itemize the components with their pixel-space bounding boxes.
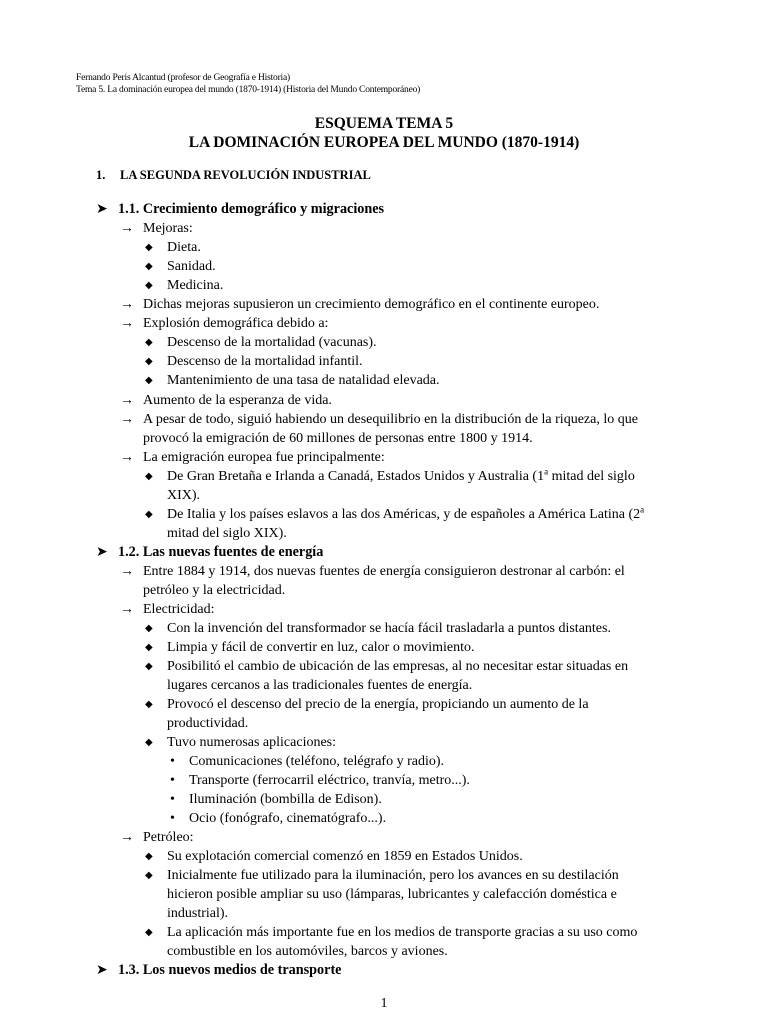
list-item-continuation: industrial). (167, 906, 229, 921)
list-item-continuation: mitad del siglo XIX). (167, 526, 287, 541)
list-item-continuation: XIX). (167, 488, 201, 503)
list-item: La emigración europea fue principalmente: (143, 450, 385, 465)
list-item: A pesar de todo, siguió habiendo un desequilibrio en la distribución de la riqueza, lo que (143, 412, 638, 427)
diamond-bullet-icon: ◆ (145, 927, 153, 938)
diamond-bullet-icon: ◆ (145, 337, 153, 348)
list-item: Descenso de la mortalidad infantil. (167, 354, 363, 369)
list-item: Aumento de la esperanza de vida. (143, 393, 332, 408)
subsection-heading-1-1: 1.1. Crecimiento demográfico y migraciones (118, 201, 385, 217)
page-title: ESQUEMA TEMA 5 (314, 115, 454, 132)
header-topic: Tema 5. La dominación europea del mundo (1870-1914) (Historia del Mundo Contemporáneo) (76, 85, 421, 95)
round-bullet-icon: • (170, 754, 175, 769)
right-arrow-icon: → (120, 412, 134, 427)
diamond-bullet-icon: ◆ (145, 261, 153, 272)
list-item: Posibilitó el cambio de ubicación de las empresas, al no necesitar estar situadas en (167, 659, 629, 674)
list-item (167, 505, 644, 524)
diamond-bullet-icon: ◆ (145, 356, 153, 367)
arrowhead-bullet-icon: ➤ (96, 963, 108, 978)
list-item-continuation: hicieron posible ampliar su uso (lámparas, lubricantes y calefacción doméstica e (167, 887, 617, 902)
list-item: Mantenimiento de una tasa de natalidad elevada. (167, 373, 440, 388)
list-item: Comunicaciones (teléfono, telégrafo y radio). (189, 754, 445, 769)
list-item: Mejoras: (143, 221, 193, 236)
subsection-heading-1-2: 1.2. Las nuevas fuentes de energía (118, 544, 324, 560)
list-item (167, 467, 635, 486)
page-number: 1 (380, 996, 388, 1011)
document-header (76, 72, 420, 96)
diamond-bullet-icon: ◆ (145, 623, 153, 634)
ordinal-superscript: a (640, 504, 645, 515)
section-label: LA SEGUNDA REVOLUCIÓN INDUSTRIAL (120, 168, 371, 182)
section-number: 1. (96, 168, 106, 182)
subsection-heading-1-3: 1.3. Los nuevos medios de transporte (118, 962, 342, 978)
right-arrow-icon: → (120, 316, 134, 331)
right-arrow-icon: → (120, 830, 134, 845)
round-bullet-icon: • (170, 792, 175, 807)
diamond-bullet-icon: ◆ (145, 242, 153, 253)
arrowhead-bullet-icon: ➤ (96, 545, 108, 560)
list-item-continuation: lugares cercanos a las tradicionales fuentes de energía. (167, 678, 473, 693)
list-item: Transporte (ferrocarril eléctrico, tranvía, metro...). (189, 773, 470, 788)
diamond-bullet-icon: ◆ (145, 375, 153, 386)
list-item-continuation: combustible en los automóviles, barcos y aviones. (167, 944, 448, 959)
diamond-bullet-icon: ◆ (145, 280, 153, 291)
list-item: Dichas mejoras supusieron un crecimiento demográfico en el continente europeo. (143, 297, 600, 312)
round-bullet-icon: • (170, 811, 175, 826)
list-item-text: mitad del siglo (548, 469, 635, 484)
list-item: Con la invención del transformador se hacía fácil trasladarla a puntos distantes. (167, 621, 611, 636)
list-item-continuation: provocó la emigración de 60 millones de personas entre 1800 y 1914. (143, 431, 533, 446)
list-item: Electricidad: (143, 602, 215, 617)
list-item-text: De Italia y los países eslavos a las dos Américas, y de españoles a América Latina (2 (167, 507, 641, 522)
section-heading (96, 168, 371, 183)
list-item: Dieta. (167, 240, 201, 255)
list-item: Explosión demográfica debido a: (143, 316, 329, 331)
round-bullet-icon: • (170, 773, 175, 788)
right-arrow-icon: → (120, 450, 134, 465)
list-item-continuation: productividad. (167, 716, 249, 731)
list-item: Iluminación (bombilla de Edison). (189, 792, 382, 807)
list-item: Petróleo: (143, 830, 194, 845)
arrowhead-bullet-icon: ➤ (96, 202, 108, 217)
list-item: Medicina. (167, 278, 224, 293)
diamond-bullet-icon: ◆ (145, 661, 153, 672)
page-subtitle: LA DOMINACIÓN EUROPEA DEL MUNDO (1870-1914) (188, 134, 580, 151)
list-item: Sanidad. (167, 259, 216, 274)
list-item: Ocio (fonógrafo, cinematógrafo...). (189, 811, 387, 826)
header-author: Fernando Peris Alcantud (profesor de Geografía e Historia) (76, 73, 290, 83)
diamond-bullet-icon: ◆ (145, 471, 153, 482)
list-item: Provocó el descenso del precio de la energía, propiciando un aumento de la (167, 697, 589, 712)
right-arrow-icon: → (120, 297, 134, 312)
list-item: La aplicación más importante fue en los medios de transporte gracias a su uso como (167, 925, 638, 940)
list-item: Limpia y fácil de convertir en luz, calor o movimiento. (167, 640, 475, 655)
list-item: Entre 1884 y 1914, dos nuevas fuentes de energía consiguieron destronar al carbón: el (143, 564, 625, 579)
right-arrow-icon: → (120, 393, 134, 408)
right-arrow-icon: → (120, 221, 134, 236)
right-arrow-icon: → (120, 602, 134, 617)
list-item-continuation: petróleo y la electricidad. (143, 583, 286, 598)
diamond-bullet-icon: ◆ (145, 509, 153, 520)
list-item: Inicialmente fue utilizado para la iluminación, pero los avances en su destilación (167, 868, 619, 883)
right-arrow-icon: → (120, 564, 134, 579)
diamond-bullet-icon: ◆ (145, 737, 153, 748)
list-item: Su explotación comercial comenzó en 1859 en Estados Unidos. (167, 849, 523, 864)
diamond-bullet-icon: ◆ (145, 851, 153, 862)
list-item-text: De Gran Bretaña e Irlanda a Canadá, Estados Unidos y Australia (1 (167, 469, 545, 484)
diamond-bullet-icon: ◆ (145, 870, 153, 881)
diamond-bullet-icon: ◆ (145, 642, 153, 653)
diamond-bullet-icon: ◆ (145, 699, 153, 710)
list-item: Tuvo numerosas aplicaciones: (167, 735, 337, 750)
ordinal-superscript: a (544, 466, 549, 477)
list-item: Descenso de la mortalidad (vacunas). (167, 335, 377, 350)
